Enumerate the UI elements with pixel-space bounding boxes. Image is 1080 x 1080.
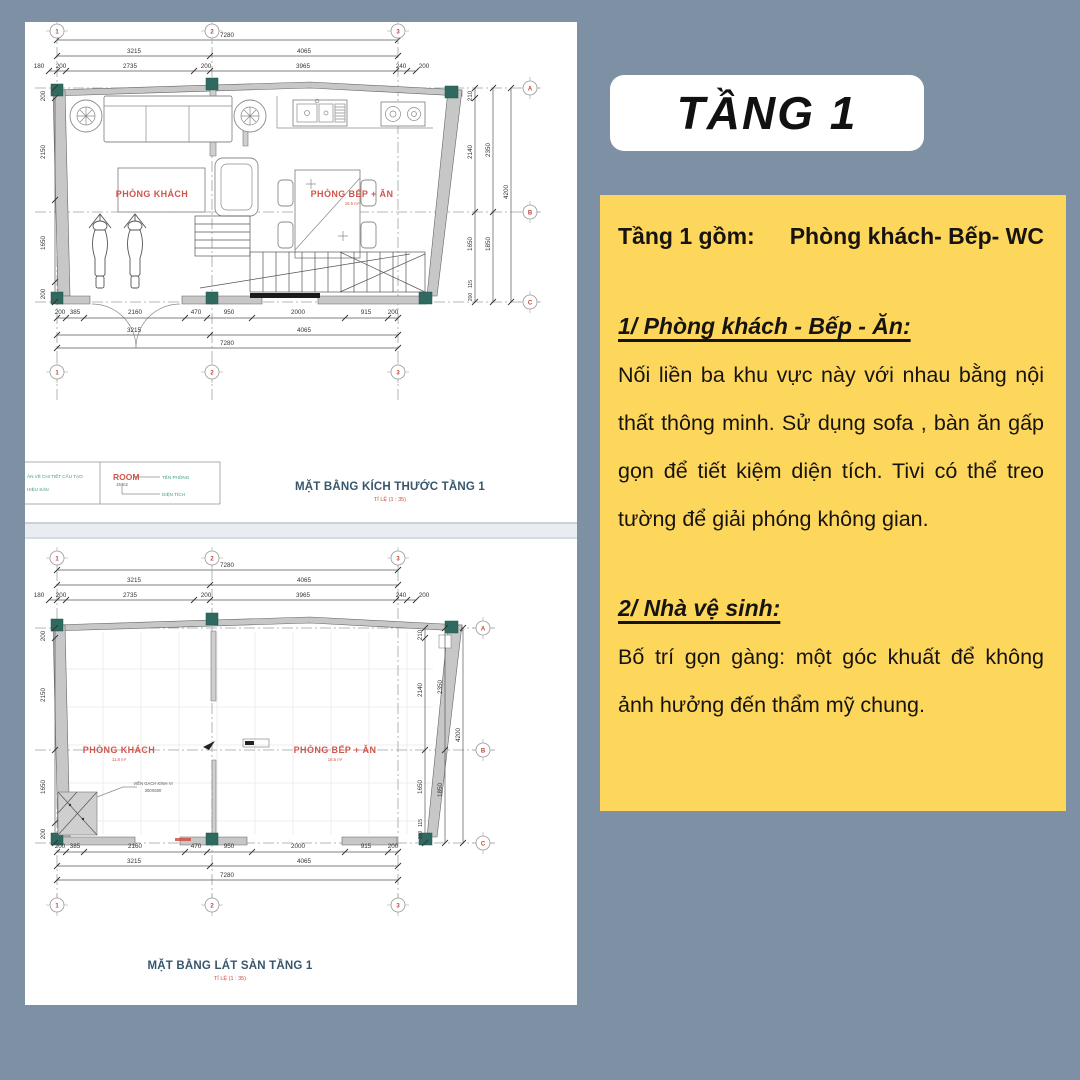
floor-summary <box>618 221 1044 251</box>
grid-bubble: C <box>480 841 486 848</box>
legend-room-sample: ROOM <box>113 472 140 482</box>
grid-bubble: 3 <box>396 370 400 377</box>
dim-label: 200 <box>200 592 212 599</box>
grid-bubble: A <box>480 626 486 633</box>
dim-label: 200 <box>40 630 47 642</box>
floor-title-card <box>610 75 924 151</box>
room-labels <box>83 744 377 762</box>
dimension-lines-right <box>467 85 514 305</box>
dim-label: 4065 <box>296 48 312 55</box>
room-area-kitchen: 16.5 m² <box>327 757 343 762</box>
plan-scale: TỈ LỆ (1 : 35) <box>213 976 247 982</box>
staircase-tiled <box>58 781 191 841</box>
dim-label: 915 <box>360 843 372 850</box>
legend-text: ẢN VẼ CHI TIẾT CẤU TẠO <box>27 474 83 479</box>
room-label-kitchen: PHÒNG BẾP + ĂN <box>293 745 377 755</box>
dim-label: 470 <box>190 309 202 316</box>
dim-label: 2150 <box>40 687 47 703</box>
dim-label: 2160 <box>127 843 143 850</box>
red-mark <box>175 838 191 841</box>
dim-label: 3965 <box>295 63 311 70</box>
dim-label: 2350 <box>485 142 492 158</box>
dim-label: 2160 <box>127 309 143 316</box>
small-fixtures <box>203 739 269 750</box>
legend-text: HIỆU SÀN <box>27 487 49 492</box>
room-area-living: 11.8 m² <box>111 757 127 762</box>
plan-title: MẶT BẰNG KÍCH THƯỚC TẦNG 1 <box>294 481 486 493</box>
dim-label: 4065 <box>296 858 312 865</box>
dim-label: 7280 <box>219 562 235 569</box>
dim-label: 200 <box>387 843 399 850</box>
summary-value: Phòng khách- Bếp- WC <box>789 223 1044 249</box>
section-heading-wc: 2/ Nhà vệ sinh: <box>618 595 781 621</box>
dim-label: 2350 <box>437 679 444 695</box>
dim-label: 1650 <box>467 236 474 252</box>
dim-label: 200 <box>200 63 212 70</box>
dimension-lines-top <box>34 562 430 603</box>
dim-label: 3965 <box>295 592 311 599</box>
grid-bubble: 2 <box>210 370 214 377</box>
dim-label: 1650 <box>40 235 47 251</box>
centerlines <box>35 551 495 913</box>
dim-label: 1650 <box>417 779 424 795</box>
dim-label: 115 <box>418 819 424 827</box>
dim-label: 950 <box>223 309 235 316</box>
dim-label: 2735 <box>122 592 138 599</box>
summary-label: Tầng 1 gồm: <box>618 223 755 249</box>
dim-label: 200 <box>418 592 430 599</box>
dim-label: 200 <box>418 63 430 70</box>
dim-label: 200 <box>387 309 399 316</box>
dim-label: 3215 <box>126 577 142 584</box>
dim-label: 4065 <box>296 327 312 334</box>
floor-title: TẦNG 1 <box>676 87 858 139</box>
dim-label: 200 <box>40 90 47 102</box>
dim-label: 2150 <box>40 144 47 160</box>
dimension-lines-bottom <box>54 843 401 883</box>
legend-room-area-sample: 15 m2 <box>116 482 128 487</box>
dim-label: 385 <box>69 309 81 316</box>
dim-label: 4200 <box>455 727 462 743</box>
dim-label: 200 <box>40 828 47 840</box>
dim-label: 3215 <box>126 858 142 865</box>
plan-title: MẶT BẰNG LÁT SÀN TẦNG 1 <box>147 960 313 972</box>
plan-caption <box>148 959 313 982</box>
grid-bubble: A <box>527 86 533 93</box>
grid-bubbles <box>46 547 494 916</box>
dim-label: 915 <box>360 309 372 316</box>
room-label-living: PHÒNG KHÁCH <box>115 189 189 199</box>
section-body-living: Nối liền ba khu vực này với nhau bằng nội thất thông minh. Sử dụng sofa , bàn ăn gấp gọn để tiết kiệm diện tích. Tivi có thể treo tường để giải phóng không gian. <box>618 363 1044 531</box>
dim-label: 180 <box>33 592 45 599</box>
floor-info-card <box>600 195 1066 811</box>
dim-label: 2000 <box>290 843 306 850</box>
room-label-kitchen: PHÒNG BẾP + ĂN <box>310 189 394 199</box>
dim-label: 210 <box>417 629 424 641</box>
dim-label: 200 <box>54 843 66 850</box>
tile-note: 300X600 <box>144 788 162 793</box>
dim-label: 210 <box>467 90 474 102</box>
grid-bubble: B <box>527 210 533 217</box>
floor-plan-2 <box>25 535 577 1005</box>
plan-scale: TỈ LỆ (1 : 35) <box>373 497 407 503</box>
floor-plan-sheet <box>25 22 577 1005</box>
room-label-living: PHÒNG KHÁCH <box>82 745 156 755</box>
dim-label: 950 <box>223 843 235 850</box>
dimension-lines-bottom <box>54 309 401 351</box>
dim-label: 180 <box>33 63 45 70</box>
grid-bubble: 2 <box>210 903 214 910</box>
dim-label: 2000 <box>290 309 306 316</box>
dim-label: 200 <box>40 288 47 300</box>
dim-label: 200 <box>54 309 66 316</box>
dimension-lines-top <box>33 29 430 74</box>
dim-label: 240 <box>395 63 407 70</box>
dim-label: 200 <box>468 292 474 302</box>
dim-label: 1850 <box>485 236 492 252</box>
room-area-kitchen: 16.5 m² <box>344 201 360 206</box>
section-body-wc: Bố trí gọn gàng: một góc khuất để không ảnh hưởng đến thẩm mỹ chung. <box>618 645 1044 717</box>
dim-label: 4200 <box>503 184 510 200</box>
dim-label: 2735 <box>122 63 138 70</box>
dim-label: 240 <box>395 592 407 599</box>
dim-label: 470 <box>190 843 202 850</box>
grid-bubble: 3 <box>396 29 400 36</box>
dim-label: 200 <box>55 592 67 599</box>
dim-label: 3215 <box>126 327 142 334</box>
dim-label: 200 <box>418 830 424 840</box>
plan-caption <box>295 480 485 503</box>
dim-label: 1850 <box>437 782 444 798</box>
legend-text: TÊN PHÒNG <box>162 475 190 480</box>
dim-label: 2140 <box>417 682 424 698</box>
grid-bubble: 3 <box>396 903 400 910</box>
grid-bubble: 1 <box>55 29 59 36</box>
columns <box>51 613 458 845</box>
dim-label: 2140 <box>467 144 474 160</box>
floor-plan-1 <box>25 22 577 522</box>
grid-bubble: C <box>527 300 533 307</box>
dim-label: 3215 <box>126 48 142 55</box>
grid-bubble: 2 <box>210 556 214 563</box>
kitchen-furniture <box>277 96 433 258</box>
dimension-lines-left <box>40 85 58 305</box>
grid-bubble: B <box>480 748 486 755</box>
dim-label: 7280 <box>219 872 235 879</box>
grid-bubble: 1 <box>55 370 59 377</box>
walls <box>53 617 462 845</box>
section-heading-living: 1/ Phòng khách - Bếp - Ăn: <box>618 313 911 339</box>
legend-text: DIỆN TÍCH <box>162 492 185 497</box>
dim-label: 7280 <box>219 340 235 347</box>
grid-bubble: 1 <box>55 903 59 910</box>
dim-label: 1650 <box>40 779 47 795</box>
dim-label: 115 <box>468 280 474 288</box>
dim-label: 200 <box>55 63 67 70</box>
dim-label: 4065 <box>296 577 312 584</box>
grid-bubble: 1 <box>55 556 59 563</box>
grid-bubble: 3 <box>396 556 400 563</box>
dim-label: 385 <box>69 843 81 850</box>
tile-grid <box>67 632 433 834</box>
grid-bubble: 2 <box>210 29 214 36</box>
legend-box <box>25 462 220 504</box>
dimension-lines-left <box>40 625 58 846</box>
dim-label: 7280 <box>219 32 235 39</box>
tile-note: VIỀN GẠCH KÍNH VI <box>133 781 173 786</box>
